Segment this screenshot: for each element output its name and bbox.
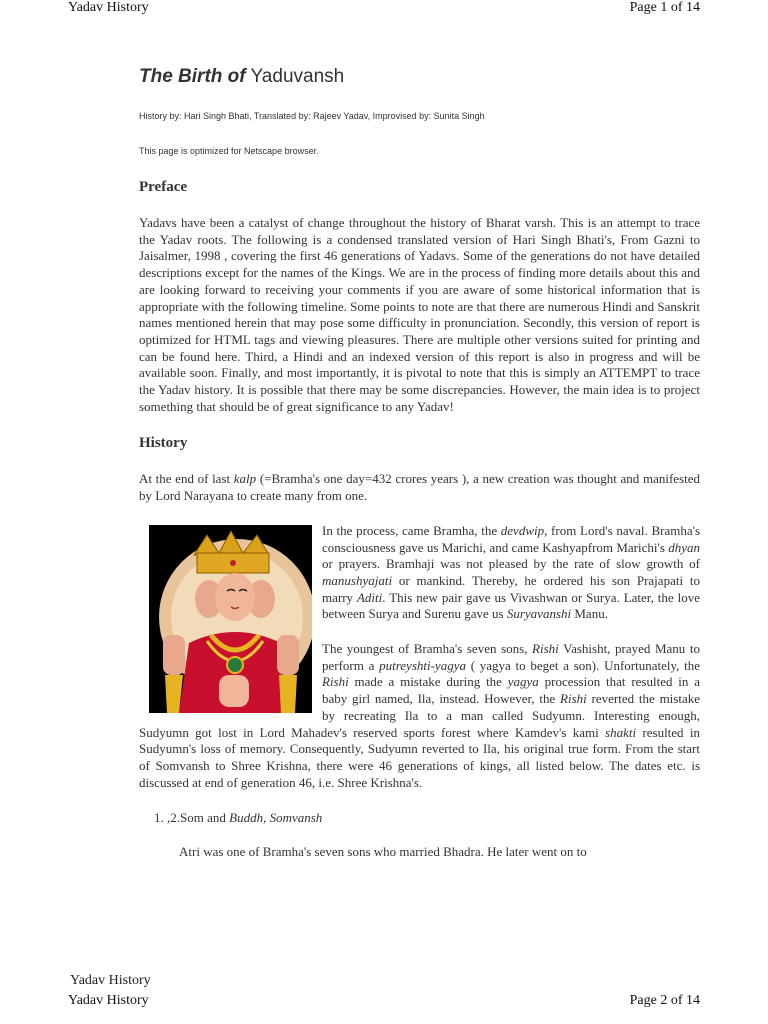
browser-note: This page is optimized for Netscape browser. — [139, 146, 319, 156]
page-title — [139, 62, 700, 92]
history-intro: At the end of last kalp (=Bramha's one day=432 crores years ), a new creation was thought and manifested by Lord Narayana to create many from one. — [139, 471, 700, 504]
preface-text: Yadavs have been a catalyst of change throughout the history of Bharat varsh. This is an attempt to trace the Yadav roots. The following is a condensed translated version of Hari Singh Bhati's, From Gazni to Jaisalmer, 1998 , covering the first 46 generations of Yadavs. Some of the generations do not have detailed descriptions except for the names of the Kings. We are in the process of finding more details about this and are looking forward to receiving your comments if you are aware of some historical information that is appropriate with the following timeline. Some points to note are that there are numerous Hindi and Sanskrit names mentioned herein that may pose some difficulty in pronunciation. Secondly, this version of report is optimized for HTML tags and viewing pleasures. There are multiple other versions suited for printing and can be found here. Third, a Hindi and an indexed version of this report is also in progress and will be available soon. Finally, and most importantly, it is pivotal to note that this is simply an ATTEMPT to trace the Yadav history. It is possible that there may be some discrepancies. However, the main idea is to project something that should be of great significance to any Yadav! — [139, 215, 700, 414]
byline: History by: Hari Singh Bhati, Translated by: Rajeev Yadav, Improvised by: Sunita Singh — [139, 111, 485, 121]
history-paragraph-2: In the process, came Bramha, the devdwip, from Lord's naval. Bramha's consciousness gave us Marichi, and came Kashyapfrom Marichi's dhyan or prayers. Bramhaji was not pleased by the rate of slow growth of manushyajati or mankind. Thereby, he ordered his son Prajapati to marry Aditi. This new pair gave us Vivashwan or Surya. Later, the love between Surya and Surenu gave us Suryavanshi Manu. — [322, 522, 700, 622]
title-rest: Yaduvansh — [245, 66, 345, 87]
list-item: 1. ,2.Som and Buddh, Somvansh — [154, 810, 323, 826]
document-content — [139, 62, 700, 860]
header-title: Yadav History — [68, 0, 149, 15]
footer-title-2: Yadav History — [68, 993, 149, 1008]
history-heading: History — [139, 435, 188, 452]
bramha-image — [149, 525, 312, 713]
history-paragraph-3: The youngest of Bramha's seven sons, Rishi Vashisht, prayed Manu to perform a putreyshti-yagya ( yagya to beget a son). Unfortunately, the Rishi made a mistake during the yagya procession that resulted in a baby girl named, Ila, instead. However, the Rishi reverted the mistake by recreating Ila to a man called Sudyumn. Interesting enough, Sudyumn got lost in Lord Mahadev's reserved sports forest where Kamdev's kami shakti resulted in Sudyumn's loss of memory. Consequently, Sudyumn reverted to Ila, his original true form. From the start of Somvansh to Shree Krishna, there were 46 generations of kings, all listed below. The dates etc. is discussed at end of generation 46, i.e. Shree Krishna's. — [139, 641, 700, 790]
header-page-number: Page 1 of 14 — [629, 0, 700, 15]
preface-heading: Preface — [139, 179, 188, 195]
bramha-illustration — [149, 525, 312, 713]
title-italic: The Birth of — [139, 66, 246, 87]
atri-text: Atri was one of Bramha's seven sons who married Bhadra. He later went on to — [179, 844, 587, 860]
footer-title: Yadav History — [70, 973, 151, 988]
footer-page-number: Page 2 of 14 — [629, 993, 700, 1008]
